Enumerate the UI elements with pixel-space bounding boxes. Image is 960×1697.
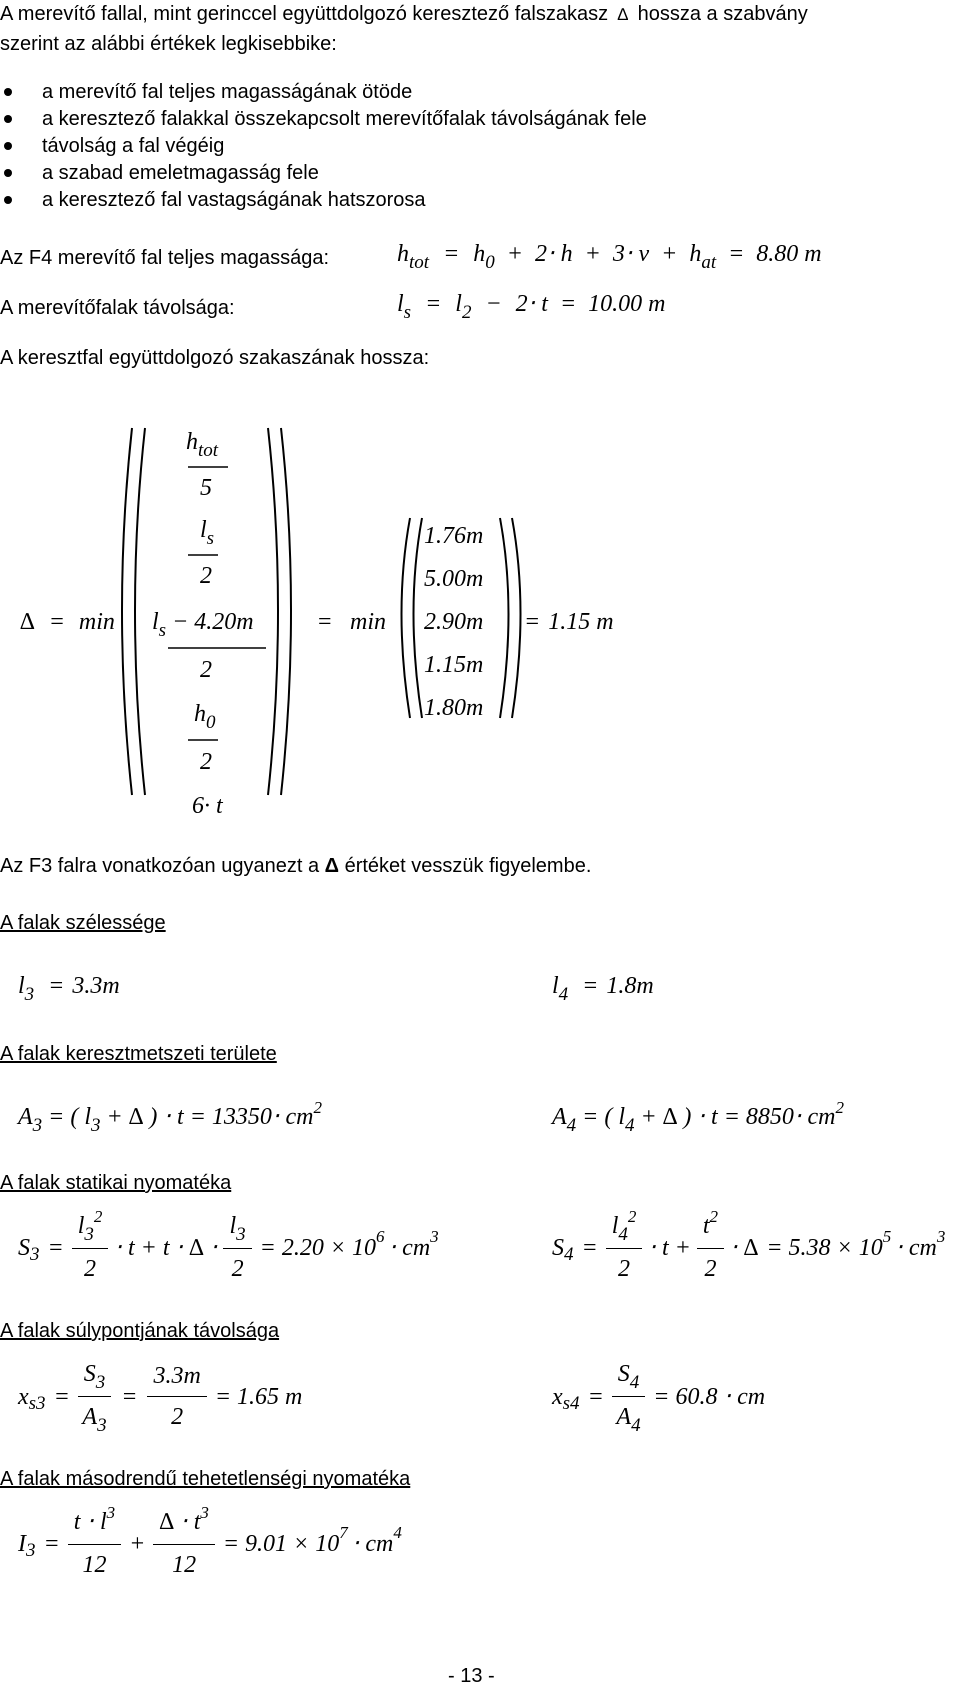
fraction: $\frac{S_4}{A_4}$	[612, 1360, 646, 1433]
x4-equation: x s4 = $\frac{S_4}{A_4}$ = 60.8 ⋅ cm	[552, 1361, 766, 1436]
S4-equation: S 4 = $\frac{l_4^2}{2}$ ⋅ t + $\frac{t^2}{2}$ ⋅ ∆ = 5.38 × 10 5 ⋅ cm 3	[552, 1207, 946, 1282]
delta-symbol: Δ	[324, 855, 340, 877]
fraction: $\frac{t^2}{2}$	[697, 1212, 724, 1283]
matrix-entry: $h_0$	[194, 701, 216, 733]
matrix-entry: 2	[200, 749, 212, 775]
l4-equation: $l_4 = 1.8m$	[552, 973, 654, 1005]
section-heading-centroid: A falak súlypontjának távolsága	[0, 1320, 280, 1342]
section-heading-area: A falak keresztmetszeti területe	[0, 1043, 277, 1065]
list-item: távolság a fal végéig	[42, 135, 225, 157]
min-value: 1.76m	[424, 523, 484, 549]
fraction: $\frac{S_3}{A_3}$	[78, 1360, 112, 1433]
cross-wall-label: A keresztfal együttdolgozó szakaszának hossza:	[0, 347, 430, 369]
list-item: a keresztező fal vastagságának hatszorosa	[42, 189, 426, 211]
cross-wall-result: = 1.15 m	[524, 609, 614, 635]
intro-text-end: hossza a szabvány	[637, 3, 808, 25]
matrix-entry: 5	[200, 475, 212, 501]
fraction: $\frac{l_3^2}{2}$	[72, 1212, 109, 1283]
matrix-entry: $h_{tot}$	[186, 429, 219, 461]
min-label: min	[350, 609, 386, 635]
wall-distance-label: A merevítőfalak távolsága:	[0, 297, 235, 319]
fraction: $\frac{t \cdot l^3}{12}$	[68, 1508, 121, 1579]
f4-height-label: Az F4 merevítő fal teljes magassága:	[0, 247, 330, 269]
A4-equation: $A_4$ = ( $l_4$ + ∆ ) ⋅ $t = 8850\cdot cm^2$	[552, 1098, 845, 1136]
intro-line-2: szerint az alábbi értékek legkisebbike:	[0, 33, 337, 55]
matrix-entry: $l_s - 4.20m$	[152, 609, 254, 641]
list-item: a keresztező falakkal összekapcsolt merevítőfalak távolságának fele	[42, 108, 647, 130]
A3-equation: $A_3$ = ( $l_3$ + ∆ ) ⋅ $t = 13350\cdot cm^2$	[18, 1098, 323, 1136]
matrix-entry: 6· t	[192, 793, 223, 819]
wall-distance-equation: $l_s = l_2 - 2\cdot t = 10.00$ m	[397, 291, 666, 323]
section-heading-static: A falak statikai nyomatéka	[0, 1172, 232, 1194]
min-value: 1.15m	[424, 652, 484, 678]
list-item: a szabad emeletmagasság fele	[42, 162, 319, 184]
section-heading-width: A falak szélessége	[0, 912, 166, 934]
intro-text: A merevítő fallal, mint gerinccel együttdolgozó keresztező falszakasz	[0, 3, 609, 25]
f3-note: Az F3 falra vonatkozóan ugyanezt a Δ értéket vesszük figyelembe.	[0, 855, 592, 877]
matrix-entry: 2	[200, 563, 212, 589]
min-value: 5.00m	[424, 566, 484, 592]
fraction: $\frac{3.3m}{2}$	[147, 1362, 206, 1431]
matrix-entry: $l_s$	[200, 517, 215, 549]
fraction: $\frac{l_4^2}{2}$	[606, 1212, 643, 1283]
l3-equation: $l_3 = 3.3m$	[18, 973, 120, 1005]
delta-lhs: ∆ = min	[20, 609, 115, 635]
matrix-entry: 2	[200, 657, 212, 683]
S3-equation: S 3 = $\frac{l_3^2}{2}$ ⋅ t + t ⋅ ∆ ⋅ $\frac{l_3}{2}$ = 2.20 × 10 6 ⋅ cm 3	[18, 1207, 439, 1282]
min-value: 2.90m	[424, 609, 484, 635]
equals-sign: =	[318, 609, 332, 635]
fraction: $\frac{l_3}{2}$	[223, 1212, 251, 1283]
delta-symbol: ∆	[617, 5, 629, 24]
I3-equation: I 3 = $\frac{t \cdot l^3}{12}$ + $\frac{\Delta \cdot t^3}{12}$ = 9.01 × 10 7 ⋅ cm 4	[18, 1503, 402, 1578]
min-value: 1.80m	[424, 695, 484, 721]
list-item: a merevítő fal teljes magasságának ötöde	[42, 81, 413, 103]
f4-height-equation: $h_{tot} = h_0 + 2\cdot h + 3\cdot v + h_{at} = 8.80$ m	[397, 241, 822, 273]
page-number: - 13 -	[448, 1665, 495, 1687]
section-heading-inertia: A falak másodrendű tehetetlenségi nyomatéka	[0, 1468, 411, 1490]
fraction: $\frac{\Delta \cdot t^3}{12}$	[153, 1508, 214, 1579]
x3-equation: x s3 = $\frac{S_3}{A_3}$ = $\frac{3.3m}{2}$ = 1.65 m	[18, 1361, 303, 1436]
